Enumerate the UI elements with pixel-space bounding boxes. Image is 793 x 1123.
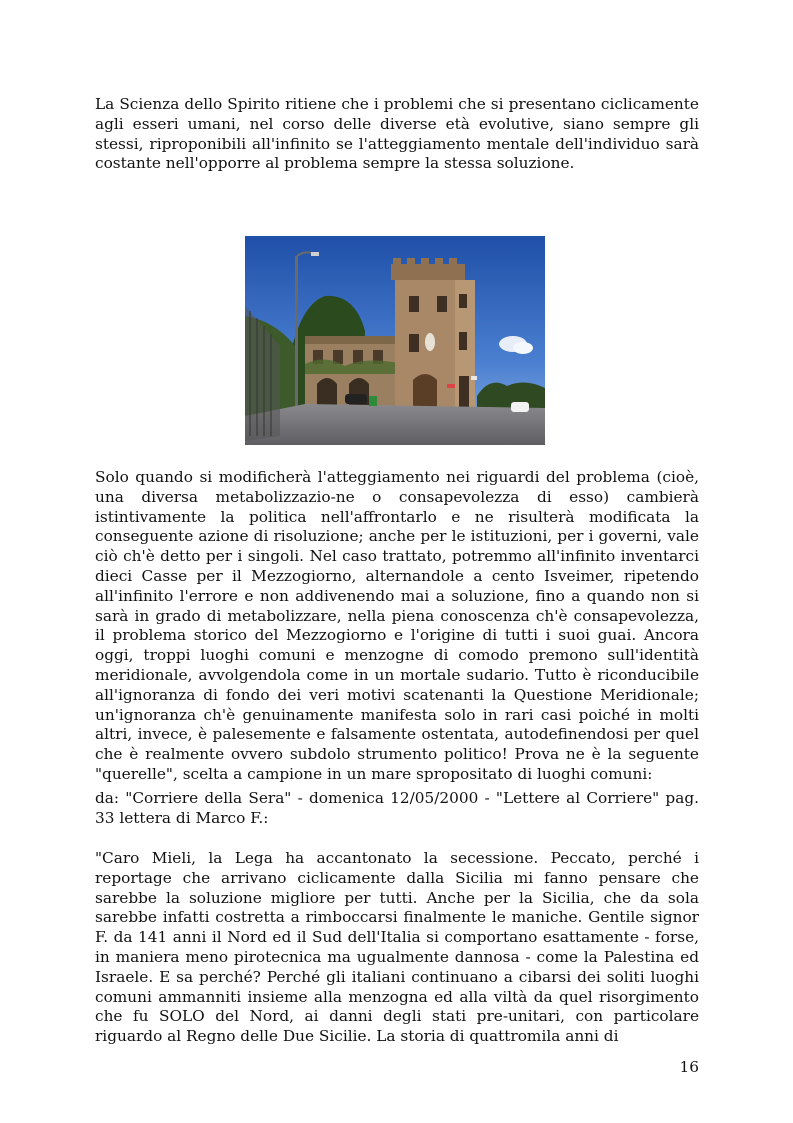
paragraph-main: Solo quando si modificherà l'atteggiamento nei riguardi del problema (cioè, una diversa metabolizzazio-ne o consapevolezza di esso) cambierà istintivamente la politica nell'affrontarlo e ne risulterà modificata la conseguente azione di risoluzione; anche per le istituzioni, per i governi, vale ciò ch'è detto per i singoli. Nel caso trattato, potremmo all'infinito inventarci dieci Casse per il Mezzogiorno, alternandole a cento Isveimer, ripetendo all'infinito l'errore e non addivenendo mai a soluzione, fino a quando non si sarà in grado di metabolizzare, nella piena conoscenza ch'è consapevolezza, il problema storico del Mezzogiorno e l'origine di tutti i suoi guai. Ancora oggi, troppi luoghi comuni e menzogne di comodo premono sull'identità meridionale, avvolgendola come in un mortale sudario. Tutto è riconducibile all'ignoranza di fondo dei veri motivi scatenanti la Questione Meridionale; un'ignoranza ch'è genuinamente manifesta solo in rari casi poiché in molti altri, invece, è palesemente e falsamente ostentata, autodefinendosi per quel che è realmente ovvero subdolo strumento politico! Prova ne è la seguente "querelle", scelta a campione in un mare spropositato di luoghi comuni: bbox=[95, 468, 699, 783]
page-number: 16 bbox=[679, 1058, 699, 1076]
paragraph-citation: da: "Corriere della Sera" - domenica 12/05/2000 - "Lettere al Corriere" pag. 33 lettera di Marco F.: bbox=[95, 789, 699, 827]
paragraph-letter-quote: "Caro Mieli, la Lega ha accantonato la secessione. Peccato, perché i reportage che arrivano ciclicamente dalla Sicilia mi fanno pensare che sarebbe la soluzione migliore per tutti. Anche per la Sicilia, che da sola sarebbe infatti costretta a rimboccarsi finalmente le maniche. Gentile signor F. da 141 anni il Nord ed il Sud dell'Italia si comportano esattamente - forse, in maniera meno pirotecnica ma ugualmente dannosa - come la Palestina ed Israele. E sa perché? Perché gli italiani continuano a cibarsi dei soliti luoghi comuni ammanniti insieme alla menzogna ed alla viltà da quel risorgimento che fu SOLO del Nord, ai danni degli stati pre-unitari, con particolare riguardo al Regno delle Due Sicilie. La storia di quattromila anni di bbox=[95, 849, 699, 1046]
paragraph-intro: La Scienza dello Spirito ritiene che i problemi che si presentano ciclicamente agli esseri umani, nel corso delle diverse età evolutive, siano sempre gli stessi, riproponibili all'infinito se l'atteggiamento mentale dell'individuo sarà costante nell'opporre al problema sempre la stessa soluzione. bbox=[95, 95, 699, 173]
photo-castle-tower bbox=[245, 236, 545, 445]
